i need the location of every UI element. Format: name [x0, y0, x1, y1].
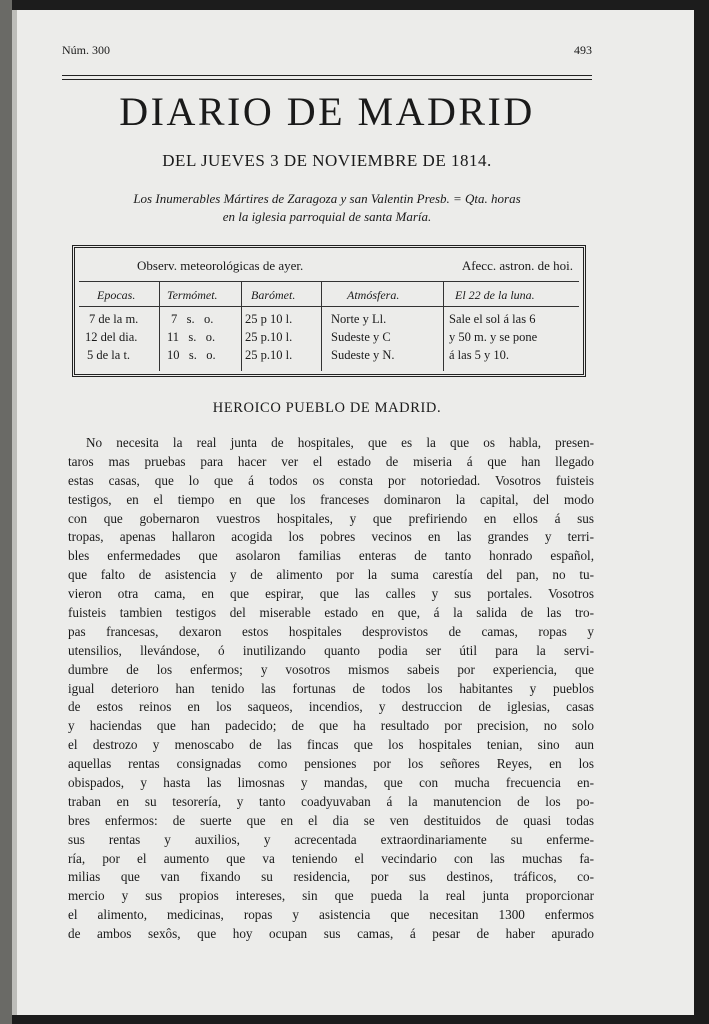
barometro-cell: 25 p.10 l.	[245, 348, 293, 362]
body-line: de ambos sexôs, que hoy ocupan sus camas, á pesar de haber apurado	[68, 926, 594, 942]
body-line: mercio y sus propios intereses, sin que pueda la real junta proporcionar	[68, 888, 594, 904]
body-line: que falto de asistencia y de alimento por la suma carestía del pan, no tu-	[68, 567, 594, 583]
atmosfera-cell: Norte y Ll.	[331, 312, 387, 326]
body-line: el destrozo y menoscabo de las fincas que los hospitales tenian, sino aun	[68, 737, 594, 753]
body-line: No necesita la real junta de hospitales, que es la que os habla, presen-	[86, 435, 594, 450]
body-line: bres enfermos: de suerte que en el dia se ven destituidos de quasi todas	[68, 812, 594, 828]
body-line: con que gobernaron vuestros hospitales, y que prefiriendo en ellos á sus	[68, 510, 594, 526]
epoca-cell: 5 de la t.	[87, 348, 131, 362]
body-line: testigos, en el tiempo en que los franceses dominaron la capital, del modo	[68, 491, 594, 507]
column-header-epocas: Epocas.	[97, 288, 136, 302]
body-line: y haciendas que han padecido; de que ha resultado por precision, no solo	[68, 718, 594, 734]
column-divider	[321, 281, 322, 371]
book-binding	[0, 0, 12, 1024]
body-line: milias que van fixando su residencia, por sus destinos, tráficos, co-	[68, 869, 594, 885]
luna-cell: Sale el sol á las 6	[449, 312, 536, 326]
body-line: vieron otra cama, en que espirar, que las calles y sus portales. Vosotros	[68, 586, 594, 602]
saints-line: Los Inumerables Mártires de Zaragoza y san Valentin Presb. = Qta. horas	[133, 191, 521, 206]
column-divider	[241, 281, 242, 371]
epoca-cell: 12 del dia.	[85, 330, 138, 344]
section-title: HEROICO PUEBLO DE MADRID.	[212, 400, 442, 416]
saints-of-the-day	[62, 190, 592, 226]
luna-cell: á las 5 y 10.	[449, 348, 510, 362]
saints-line: en la iglesia parroquial de santa María.	[222, 209, 432, 224]
column-header-barometro: Barómet.	[251, 288, 296, 302]
page-number: 493	[574, 43, 592, 57]
column-header-atmosfera: Atmósfera.	[347, 288, 400, 302]
header-rule-bottom	[62, 79, 592, 80]
atmosfera-cell: Sudeste y N.	[331, 348, 395, 362]
luna-cell: y 50 m. y se pone	[449, 330, 538, 344]
table-rule	[79, 281, 579, 282]
body-line: traban en su tesorería, y tanto coadyuvaban á la manutencion de los po-	[68, 793, 594, 809]
newspaper-title: DIARIO DE MADRID	[119, 89, 535, 134]
body-line: obispados, y hasta las limosnas y mandas, que con mucha frecuencia en-	[68, 775, 594, 791]
body-line: sus rentas y auxilios, y acrecentada extraordinariamente su enferme-	[68, 831, 594, 847]
body-line: bles enfermedades que asolaron familias enteras de tanto honrado español,	[68, 548, 594, 564]
body-line: aquellas rentas consignadas como pensiones por los señores Reyes, en los	[68, 756, 594, 772]
body-line: fuisteis tambien testigos del miserable estado en que, á la salida de las tro-	[68, 605, 594, 621]
atmosfera-cell: Sudeste y C	[331, 330, 391, 344]
body-line: pas francesas, dexaron estos hospitales desprovistos de camas, ropas y	[68, 623, 594, 639]
body-line: ría, por el aumento que va teniendo el vecindario con las muchas fa-	[68, 850, 594, 866]
epoca-cell: 7 de la m.	[89, 312, 139, 326]
body-line: tropas, apenas hallaron acogida los pobres vecinos en las grandes y terri-	[68, 529, 594, 545]
body-line: el alimento, medicinas, ropas y asistencia que necesitan 1300 enfermos	[68, 907, 594, 923]
observations-title: Observ. meteorológicas de ayer.	[137, 258, 304, 273]
body-line: igual deterioro han tenido las fortunas de todos los habitantes y pueblos	[68, 680, 594, 696]
body-line: de estos reinos en los saqueos, incendios, y destruccion de iglesias, casas	[68, 699, 594, 715]
body-line: taros mas pruebas para hacer ver el estado de miseria á que han llegado	[68, 453, 594, 469]
barometro-cell: 25 p.10 l.	[245, 330, 293, 344]
issue-number: Núm. 300	[62, 43, 110, 57]
barometro-cell: 25 p 10 l.	[245, 312, 293, 326]
page-header	[62, 43, 592, 67]
column-divider	[443, 281, 444, 371]
termometro-cell: 11 s. o.	[167, 330, 216, 344]
dateline: DEL JUEVES 3 DE NOVIEMBRE DE 1814.	[162, 151, 492, 170]
body-line: estas casas, que lo que á todos os consta por notoriedad. Vosotros fuisteis	[68, 472, 594, 488]
column-header-termometro: Termómet.	[167, 288, 218, 302]
weather-observations-table	[72, 245, 586, 377]
article-body	[68, 434, 594, 944]
astronomy-title: Afecc. astron. de hoi.	[461, 258, 573, 273]
header-rule-top	[62, 75, 592, 76]
column-divider	[159, 281, 160, 371]
termometro-cell: 7 s. o.	[171, 312, 214, 326]
termometro-cell: 10 s. o.	[167, 348, 216, 362]
column-header-luna: El 22 de la luna.	[455, 288, 535, 302]
body-line: dumbre de los enfermos; y vosotros mismos sabeis por experiencia, que	[68, 661, 594, 677]
body-line: utensilios, llevándose, ó inutilizando quanto podia ser útil para la servi-	[68, 642, 594, 658]
table-rule	[79, 306, 579, 307]
